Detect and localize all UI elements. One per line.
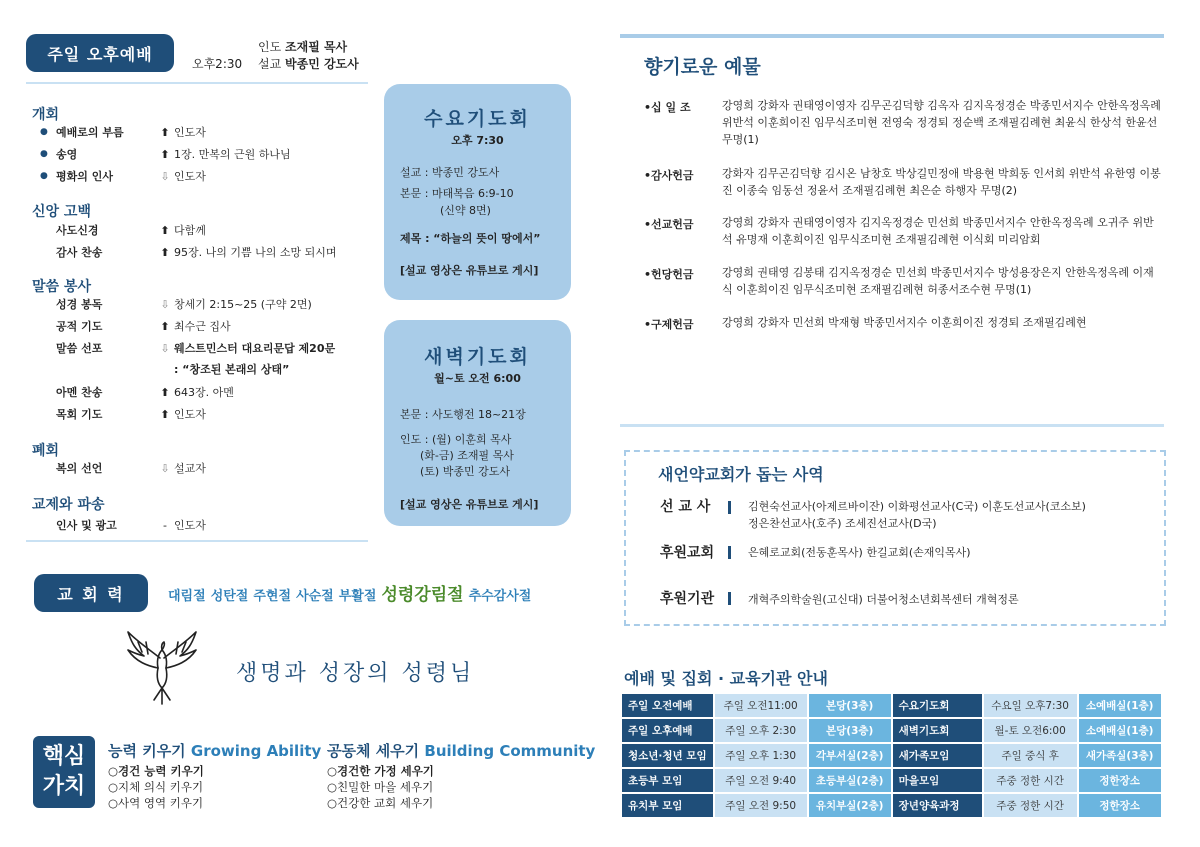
offering-names-tithe: 강영희 강화자 권태영이영자 김무곤김덕향 김옥자 김지옥정경순 박종민서지수 안한옥정옥례 위반석 이훈희이진 임무식조미현 전영숙 정경퇴 정순백 조재필김례현 최윤식 한상석 한윤선 무명(1) xyxy=(722,99,1161,146)
cell: 수요기도회 xyxy=(893,694,982,717)
group2-item: ○경건한 가정 세우기 xyxy=(327,764,434,778)
org-value: 개혁주의학술원(고신대) 더불어청소년회복센터 개혁정론 xyxy=(748,593,1019,606)
ministry-box-left xyxy=(624,450,626,626)
preacher-name: 박종민 강도사 xyxy=(285,57,359,71)
cell: 장년양육과정 xyxy=(893,794,982,817)
sermon-subtitle: : “창조된 본래의 상태” xyxy=(174,363,290,376)
season-current: 성령강림절 xyxy=(381,585,464,605)
calendar-motto: 생명과 성장의 성령님 xyxy=(236,661,475,686)
offering-names-building: 강영희 권태영 김봉태 김지옥정경순 민선희 박종민서지수 방성용장은지 안한옥정옥례 이재식 이훈희이진 임무식조미현 조재필김례현 허종서조수현 무명(1) xyxy=(722,266,1154,296)
dawn-time: 월~토 오전 6:00 xyxy=(434,372,521,385)
item-value: 최수근 집사 xyxy=(174,320,231,333)
group1-en: Growing Ability xyxy=(190,742,322,760)
cell: 초등부실(2층) xyxy=(809,769,891,792)
table-row xyxy=(622,794,1161,817)
leader-role: 인도 xyxy=(258,40,282,54)
item-value: 인도자 xyxy=(174,126,206,139)
dawn-leader-1: (월) 이훈희 목사 xyxy=(432,433,512,446)
dawn-note: [설교 영상은 유튜브로 게시] xyxy=(400,498,539,511)
item-song xyxy=(40,146,291,162)
item-amen xyxy=(40,384,234,400)
season-advent: 대림절 xyxy=(168,589,206,604)
group1-item: ○지체 의식 키우기 xyxy=(108,780,204,794)
bullet-icon: ● xyxy=(40,149,48,159)
ministry-title: 새언약교회가 돕는 사역 xyxy=(658,465,824,484)
table-row xyxy=(622,744,1161,767)
missionary-label: 선 교 사 xyxy=(660,499,711,515)
core-group-2 xyxy=(327,740,595,811)
cell: 수요일 오후7:30 xyxy=(984,694,1077,717)
org-bar xyxy=(728,592,731,605)
missionary-line-1: 김현숙선교사(아제르바이잔) 이화평선교사(C국) 이훈도선교사(코소보) xyxy=(748,500,1086,513)
cell: 유치부 모임 xyxy=(622,794,713,817)
item-name: 인사 및 광고 xyxy=(56,519,117,532)
cell: 새가족실(3층) xyxy=(1079,744,1161,767)
season-christmas: 성탄절 xyxy=(210,589,249,604)
section-confession: 신앙 고백 xyxy=(32,204,91,220)
item-call xyxy=(40,124,206,140)
season-epiphany: 주현절 xyxy=(253,589,292,604)
up-arrow-icon: ⬆ xyxy=(160,125,170,139)
dawn-leader-label: 인도 : xyxy=(400,433,429,446)
item-value: 설교자 xyxy=(174,462,206,475)
offering-top-rule xyxy=(620,34,1164,38)
afternoon-leader xyxy=(258,38,347,55)
cell: 각부서실(2층) xyxy=(809,744,891,767)
wednesday-note: [설교 영상은 유튜브로 게시] xyxy=(400,264,539,277)
cell: 주일 중식 후 xyxy=(984,744,1077,767)
schedule-table xyxy=(620,692,1163,819)
wednesday-box xyxy=(384,84,571,300)
item-name: 복의 선언 xyxy=(56,462,103,475)
offering-names-relief: 강영희 강화자 민선희 박재형 박종민서지수 이훈희이진 정경퇴 조재필김례현 xyxy=(722,316,1087,329)
offering-title: 향기로운 예물 xyxy=(644,56,761,78)
dawn-leader-2: (화-금) 조재필 목사 xyxy=(420,449,514,462)
item-pastoral xyxy=(40,406,206,422)
section-opening: 개회 xyxy=(32,107,60,123)
item-value: 95장. 나의 기쁨 나의 소망 되시며 xyxy=(174,246,337,259)
wednesday-time: 오후 7:30 xyxy=(451,134,504,147)
wednesday-subject: 제목 : “하늘의 뜻이 땅에서” xyxy=(400,232,541,245)
item-sermon xyxy=(40,340,335,356)
core-title-1: 핵심 xyxy=(42,744,86,769)
group2-item: ○친밀한 마을 세우기 xyxy=(327,780,434,794)
item-value: 인도자 xyxy=(174,170,206,183)
item-value: 다함께 xyxy=(174,224,206,237)
item-name: 사도신경 xyxy=(56,224,99,237)
group1-item: ○사역 영역 키우기 xyxy=(108,796,204,810)
cell: 주중 정한 시간 xyxy=(984,769,1077,792)
wednesday-text: 본문 : 마태복음 6:9-10 xyxy=(400,187,514,200)
group1-item: ○경건 능력 키우기 xyxy=(108,764,204,778)
item-value: 643장. 아멘 xyxy=(174,386,234,399)
cell: 초등부 모임 xyxy=(622,769,713,792)
offering-label-tithe: •십 일 조 xyxy=(644,101,691,114)
down-arrow-icon: ⇩ xyxy=(160,461,170,475)
cell: 유치부실(2층) xyxy=(809,794,891,817)
dawn-text: 본문 : 사도행전 18~21장 xyxy=(400,408,526,421)
cell: 소예배실(1층) xyxy=(1079,694,1161,717)
offering-names-mission: 강영희 강화자 권태영이영자 김지옥정경순 민선희 박종민서지수 안한옥정옥례 오귀주 위반석 유명재 이훈희이진 임무식조미현 조재필김례현 이식회 미리암회 xyxy=(722,216,1154,246)
missionary-bar xyxy=(728,501,731,514)
season-thanksgiving: 추수감사절 xyxy=(468,589,532,604)
up-arrow-icon: ⬆ xyxy=(160,147,170,161)
bullet-icon: ● xyxy=(40,171,48,181)
season-easter: 부활절 xyxy=(338,589,377,604)
cell: 주일 오전 9:50 xyxy=(715,794,807,817)
section-fellowship: 교제와 파송 xyxy=(32,497,105,513)
leader-name: 조재필 목사 xyxy=(285,40,348,54)
item-name: 공적 기도 xyxy=(56,320,103,333)
core-title-2: 가치 xyxy=(42,774,86,799)
item-prayer xyxy=(40,318,231,334)
core-values-badge xyxy=(33,736,95,808)
item-name: 목회 기도 xyxy=(56,408,103,421)
item-blessing xyxy=(40,460,206,476)
item-name: 예배로의 부름 xyxy=(56,126,124,139)
wednesday-title: 수요기도회 xyxy=(424,108,531,130)
core-group-1 xyxy=(108,740,321,811)
down-arrow-icon: ⇩ xyxy=(160,341,170,355)
dawn-box xyxy=(384,320,571,526)
item-value: 창세기 2:15~25 (구약 2면) xyxy=(174,298,312,311)
cell: 주일 오후 2:30 xyxy=(715,719,807,742)
group2-item: ○건강한 교회 세우기 xyxy=(327,796,434,810)
item-hymn xyxy=(40,244,337,260)
cell: 정한장소 xyxy=(1079,769,1161,792)
cell: 월-토 오전6:00 xyxy=(984,719,1077,742)
section-word: 말씀 봉사 xyxy=(32,279,91,295)
offering-label-building: •헌당헌금 xyxy=(644,268,694,281)
afternoon-time: 오후2:30 xyxy=(192,57,243,71)
order-bottom-divider xyxy=(26,540,368,542)
cell: 주중 정한 시간 xyxy=(984,794,1077,817)
offering-label-mission: •선교헌금 xyxy=(644,218,694,231)
group2-en: Building Community xyxy=(424,742,596,760)
afternoon-preacher xyxy=(258,55,359,72)
church-bar xyxy=(728,546,731,559)
item-reading xyxy=(40,296,312,312)
offering-label-relief: •구제헌금 xyxy=(644,318,694,331)
org-label: 후원기관 xyxy=(660,591,715,607)
cell: 새벽기도회 xyxy=(893,719,982,742)
cell: 새가족모임 xyxy=(893,744,982,767)
group2-title: 공동체 세우기 xyxy=(327,742,420,760)
down-arrow-icon: ⇩ xyxy=(160,169,170,183)
offering-bottom-rule xyxy=(620,424,1164,427)
item-value: 인도자 xyxy=(174,519,206,532)
wednesday-preacher: 설교 : 박종민 강도사 xyxy=(400,166,500,179)
season-lent: 사순절 xyxy=(296,589,334,604)
item-name: 성경 봉독 xyxy=(56,298,103,311)
item-value: 웨스트민스터 대요리문답 제20문 xyxy=(174,342,336,355)
group1-title: 능력 키우기 xyxy=(108,742,186,760)
offering-names-thanks: 강화자 김무곤김덕향 김시온 남창호 박상길민정애 박용현 박희동 인서희 위반석 유한영 이봉진 이종숙 임동선 정윤서 조재필김례현 최은순 하행자 무명(2) xyxy=(722,167,1161,197)
table-row xyxy=(622,719,1161,742)
section-closing: 폐회 xyxy=(32,443,60,459)
bullet-icon: ● xyxy=(40,127,48,137)
up-arrow-icon: ⬆ xyxy=(160,245,170,259)
afternoon-service-title: 주일 오후예배 xyxy=(26,34,174,72)
down-arrow-icon: ⇩ xyxy=(160,297,170,311)
afternoon-divider xyxy=(26,82,368,84)
table-row xyxy=(622,694,1161,717)
item-value: 인도자 xyxy=(174,408,206,421)
item-sermon-title xyxy=(174,361,289,377)
item-greeting xyxy=(40,517,206,533)
cell: 본당(3층) xyxy=(809,694,891,717)
preacher-role: 설교 xyxy=(258,57,282,71)
offering-label-thanks: •감사헌금 xyxy=(644,169,694,182)
missionary-line-2: 정은찬선교사(호주) 조세진선교사(D국) xyxy=(748,517,937,530)
up-arrow-icon: ⬆ xyxy=(160,223,170,237)
cell: 주일 오전11:00 xyxy=(715,694,807,717)
item-creed xyxy=(40,222,206,238)
item-name: 감사 찬송 xyxy=(56,246,103,259)
up-arrow-icon: ⬆ xyxy=(160,385,170,399)
cell: 주일 오후예배 xyxy=(622,719,713,742)
wednesday-text-page: (신약 8면) xyxy=(440,204,491,217)
church-value: 은혜로교회(전동훈목사) 한길교회(손재익목사) xyxy=(748,546,971,559)
table-row xyxy=(622,769,1161,792)
dawn-title: 새벽기도회 xyxy=(424,346,531,368)
item-name: 말씀 선포 xyxy=(56,342,103,355)
cell: 정한장소 xyxy=(1079,794,1161,817)
calendar-title: 교 회 력 xyxy=(34,574,148,612)
schedule-title: 예배 및 집회 · 교육기관 안내 xyxy=(624,669,828,688)
item-peace xyxy=(40,168,206,184)
cell: 주일 오전예배 xyxy=(622,694,713,717)
item-value: 1장. 만복의 근원 하나님 xyxy=(174,148,291,161)
cell: 청소년·청년 모임 xyxy=(622,744,713,767)
cell: 주일 오후 1:30 xyxy=(715,744,807,767)
cell: 본당(3층) xyxy=(809,719,891,742)
cell: 주일 오전 9:40 xyxy=(715,769,807,792)
up-arrow-icon: ⬆ xyxy=(160,319,170,333)
cell: 마을모임 xyxy=(893,769,982,792)
dove-icon xyxy=(124,628,200,708)
item-name: 평화의 인사 xyxy=(56,170,113,183)
ministry-box-right xyxy=(1164,450,1166,626)
item-name: 송영 xyxy=(56,148,78,161)
cell: 소예배실(1층) xyxy=(1079,719,1161,742)
dawn-leader-3: (토) 박종민 강도사 xyxy=(420,465,510,478)
church-label: 후원교회 xyxy=(660,545,715,561)
up-arrow-icon: ⬆ xyxy=(160,407,170,421)
calendar-seasons xyxy=(168,580,531,605)
item-name: 아멘 찬송 xyxy=(56,386,103,399)
dash: - xyxy=(163,518,167,532)
